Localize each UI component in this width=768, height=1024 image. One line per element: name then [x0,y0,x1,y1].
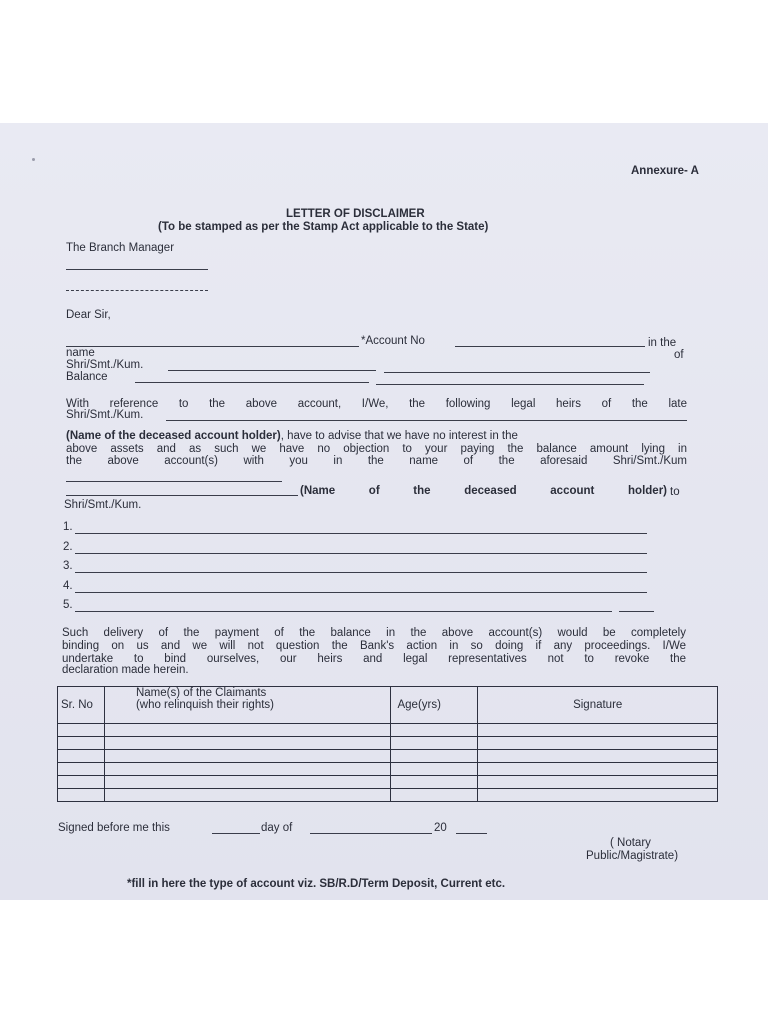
header-claimant-name-line1: Name(s) of the Claimants [135,687,267,699]
of-label: of [674,349,684,361]
account-no-blank [455,346,645,347]
annexure-label: Annexure- A [631,165,699,177]
heir-number-3: 3. [63,560,73,572]
heir-number-4: 4. [63,580,73,592]
heir-number-2: 2. [63,541,73,553]
table-row [58,763,718,776]
table-header-row [58,687,718,724]
name-label: name [66,347,95,359]
heir-line-1 [75,533,647,534]
year-blank [456,833,487,834]
document-title: LETTER OF DISCLAIMER [286,208,425,220]
cell-signature [478,737,718,750]
cell-claimant-name [104,776,391,789]
cell-age [391,737,478,750]
cell-sr-no [58,737,105,750]
cell-age [391,789,478,802]
cell-sr-no [58,724,105,737]
cell-signature [478,776,718,789]
shri-label: Shri/Smt./Kum. [66,359,144,371]
cell-age [391,724,478,737]
para3-line2: above assets and as such we have no objection to your paying the balance amount lying in [66,443,687,455]
day-blank [212,833,260,834]
table-row [58,737,718,750]
addressee: The Branch Manager [66,242,175,254]
paper-speck [32,158,35,161]
cell-sr-no [58,750,105,763]
header-claimant-name [104,687,391,724]
para3-line1-rest: , have to advise that we have no interest in the [280,430,518,442]
name-deceased-label: (Name of the deceased account holder) [300,485,667,497]
address-line-2 [66,290,208,291]
aforesaid-name-blank-2 [66,495,298,496]
shri-label-2: Shri/Smt./Kum. [64,499,142,511]
header-claimant-name-line2: (who relinquish their rights) [135,699,274,711]
aforesaid-name-blank [66,481,282,482]
header-age: Age(yrs) [391,687,478,724]
document-subtitle: (To be stamped as per the Stamp Act applicable to the State) [158,221,489,233]
account-no-label: *Account No [361,335,425,347]
heir-line-2 [75,553,647,554]
month-blank [310,833,432,834]
in-the-label: in the [648,337,677,349]
para2-line1: With reference to the above account, I/We, the following legal heirs of the late [66,398,687,410]
signed-before-label: Signed before me this [58,822,170,834]
para4-line4: declaration made herein. [62,664,189,676]
cell-signature [478,750,718,763]
heir-line-3 [75,572,647,573]
deceased-holder-bold: (Name of the deceased account holder) [66,430,281,442]
cell-signature [478,724,718,737]
heir-number-5: 5. [63,599,73,611]
deceased-name-blank [166,420,687,421]
address-line-1 [66,269,208,270]
para4-line1: Such delivery of the payment of the balance in the above account(s) would be completely [62,627,686,639]
para3-line3: the above account(s) with you in the name of the aforesaid Shri/Smt./Kum [66,455,687,467]
balance-blank [135,382,369,383]
cell-claimant-name [104,737,391,750]
claimants-table [57,686,718,802]
cell-signature [478,763,718,776]
header-signature: Signature [478,687,718,724]
salutation: Dear Sir, [66,309,111,321]
heir-line-5 [75,611,612,612]
holder-name-blank-2 [384,372,650,373]
to-label: to [670,486,680,498]
holder-name-blank [168,370,376,371]
cell-sr-no [58,763,105,776]
cell-sr-no [58,789,105,802]
notary-line1: ( Notary [610,837,651,849]
para4-line2: binding on us and we will not question the Bank's action in so doing if any proceedings. I/We [62,640,686,652]
table-row [58,724,718,737]
cell-claimant-name [104,750,391,763]
para3-line1 [66,430,687,442]
cell-claimant-name [104,789,391,802]
cell-claimant-name [104,763,391,776]
notary-line2: Public/Magistrate) [586,850,679,862]
balance-label: Balance [66,371,108,383]
day-of-label: day of [261,822,293,834]
year-label: 20 [434,822,447,834]
cell-claimant-name [104,724,391,737]
table-row [58,789,718,802]
heir-line-5-tail [619,611,654,612]
footnote: *fill in here the type of account viz. SB/R.D/Term Deposit, Current etc. [127,878,506,890]
cell-age [391,750,478,763]
cell-age [391,763,478,776]
para2-line2: Shri/Smt./Kum. [66,409,144,421]
table-row [58,776,718,789]
cell-signature [478,789,718,802]
table-row [58,750,718,763]
heir-number-1: 1. [63,521,73,533]
account-type-blank [66,346,359,347]
heir-line-4 [75,592,647,593]
cell-age [391,776,478,789]
cell-sr-no [58,776,105,789]
balance-blank-2 [376,384,644,385]
header-sr-no: Sr. No [58,687,105,724]
para4-line3: undertake to bind ourselves, our heirs and legal representatives not to revoke the [62,653,686,665]
